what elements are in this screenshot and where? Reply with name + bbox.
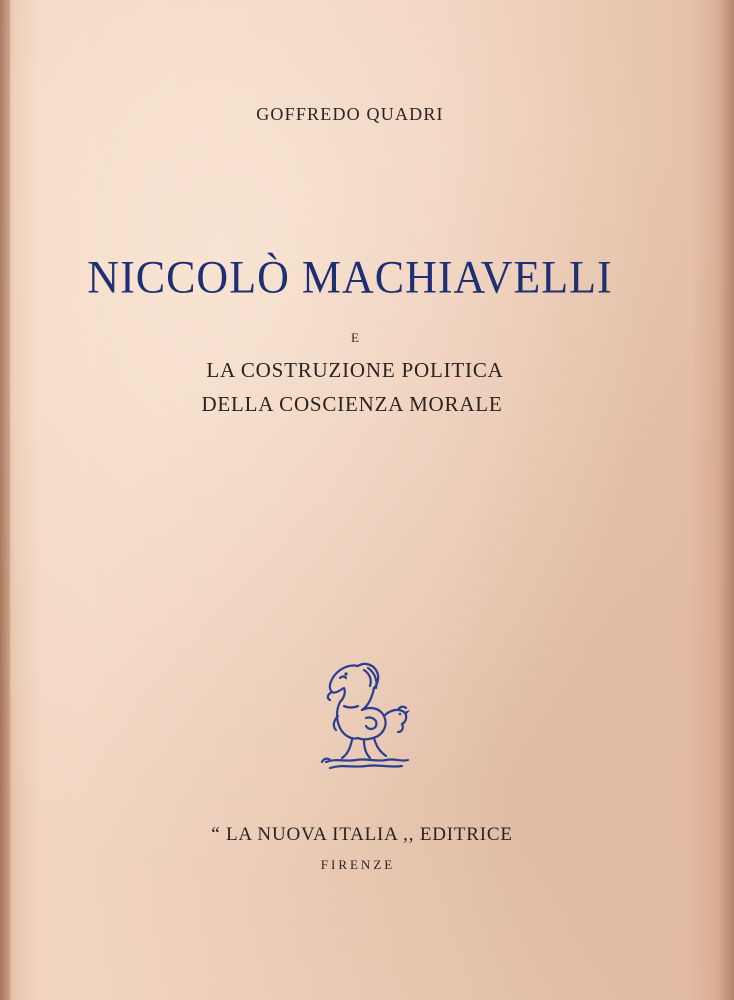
publisher-name: “ LA NUOVA ITALIA ,, EDITRICE bbox=[211, 824, 513, 845]
subtitle-line-2: DELLA COSCIENZA MORALE bbox=[201, 392, 503, 416]
book-title: NICCOLÒ MACHIAVELLI bbox=[87, 251, 613, 304]
publisher-city: FIRENZE bbox=[320, 857, 396, 872]
subtitle-line-1: LA COSTRUZIONE POLITICA bbox=[206, 358, 504, 382]
horse-and-rooster-emblem-icon bbox=[318, 658, 414, 776]
author-name: GOFFREDO QUADRI bbox=[256, 104, 444, 124]
title-conjunction: E bbox=[351, 330, 359, 345]
